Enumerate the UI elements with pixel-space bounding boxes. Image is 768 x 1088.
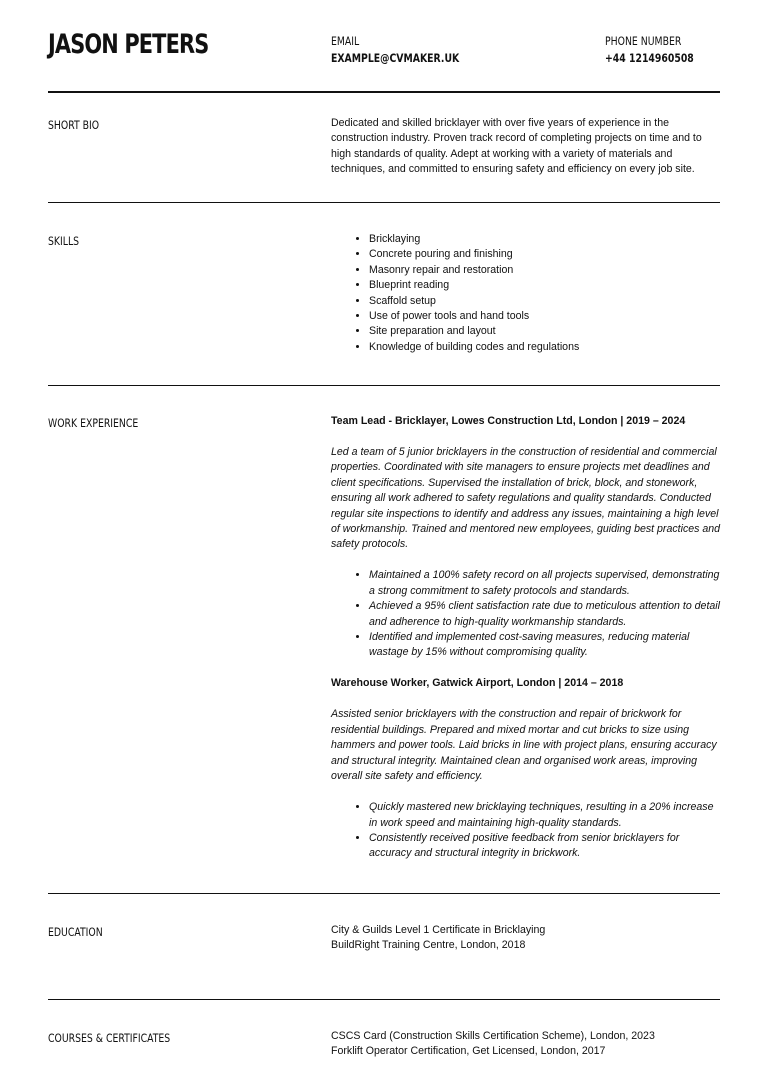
short-bio-section <box>48 93 720 203</box>
skill-item: • Concrete pouring and finishing <box>369 247 723 262</box>
phone-block <box>605 33 704 67</box>
course-item: CSCS Card (Construction Skills Certification Scheme), London, 2023 <box>331 1030 655 1042</box>
skill-item: • Masonry repair and restoration <box>369 263 723 278</box>
skill-item: • Use of power tools and hand tools <box>369 309 723 324</box>
courses-body <box>331 1029 723 1060</box>
skills-section <box>48 203 720 386</box>
email-value: EXAMPLE@CVMAKER.UK <box>331 51 460 65</box>
education-section <box>48 894 720 1000</box>
phone-label: PHONE NUMBER <box>605 34 682 48</box>
skills-list <box>331 232 723 355</box>
short-bio-body <box>331 116 723 178</box>
skill-item: • Bricklaying <box>369 232 723 247</box>
skills-body <box>331 232 723 355</box>
courses-title: COURSES & CERTIFICATES <box>48 1031 171 1045</box>
short-bio-title: SHORT BIO <box>48 118 100 132</box>
job-description: Assisted senior bricklayers with the construction and repair of brickwork for residential buildings. Prepared and mixed mortar and cut bricks to size using hammers and power tools. Laid bricks in line with project plans, ensuring accuracy and structural integrity. Maintained clean and organised work areas, improving overall site safety and efficiency. <box>331 708 717 783</box>
email-block <box>331 33 473 67</box>
achievement-item: • Quickly mastered new bricklaying techniques, resulting in a 20% increase in work speed and maintaining high-quality standards. <box>369 800 723 831</box>
work-experience-title: WORK EXPERIENCE <box>48 416 139 430</box>
job-achievements-list <box>331 568 723 660</box>
candidate-name: JASON PETERS <box>48 29 209 60</box>
resume-header <box>48 0 720 93</box>
education-body <box>331 923 723 954</box>
achievement-item: • Achieved a 95% client satisfaction rate due to meticulous attention to detail and adherence to high-quality workmanship standards. <box>369 599 723 630</box>
achievement-item: • Consistently received positive feedback from senior bricklayers for accuracy and structural integrity in brickwork. <box>369 831 723 862</box>
job-achievements-list <box>331 800 723 862</box>
job-description: Led a team of 5 junior bricklayers in the construction of residential and commercial properties. Coordinated with site managers to ensure projects met deadlines and client specifications. Supervised the installation of brick, block, and stonework, ensuring all work adhered to safety regulations and quality standards. Conducted regular site inspections to identify and address any issues, maintaining a high level of workmanship. Trained and mentored new employees, guiding best practices and safety protocols. <box>331 446 721 551</box>
course-item: Forklift Operator Certification, Get Licensed, London, 2017 <box>331 1045 606 1058</box>
skills-title: SKILLS <box>48 234 80 248</box>
job-title: Team Lead - Bricklayer, Lowes Construction Ltd, London | 2019 – 2024 <box>331 415 686 427</box>
courses-section <box>48 1000 720 1088</box>
achievement-item: • Maintained a 100% safety record on all projects supervised, demonstrating a strong commitment to safety protocols and standards. <box>369 568 723 599</box>
email-label: EMAIL <box>331 34 360 48</box>
work-experience-section <box>48 386 720 894</box>
achievement-item: • Identified and implemented cost-saving measures, reducing material wastage by 15% without compromising quality. <box>369 630 723 661</box>
education-title: EDUCATION <box>48 925 103 939</box>
skill-item: • Blueprint reading <box>369 278 723 293</box>
education-institution: BuildRight Training Centre, London, 2018 <box>331 939 526 952</box>
short-bio-text: Dedicated and skilled bricklayer with over five years of experience in the construction industry. Proven track record of completing projects on time and to high standards of quality. Adept at working with a variety of materials and techniques, and committed to ensuring safety and efficiency on every job site. <box>331 117 702 176</box>
skill-item: • Knowledge of building codes and regulations <box>369 340 723 355</box>
education-qualification: City & Guilds Level 1 Certificate in Bricklaying <box>331 924 546 936</box>
skill-item: • Scaffold setup <box>369 294 723 309</box>
phone-value: +44 1214960508 <box>605 51 694 65</box>
job-title: Warehouse Worker, Gatwick Airport, London | 2014 – 2018 <box>331 677 624 690</box>
work-experience-body <box>331 414 723 862</box>
resume-page <box>48 0 720 1088</box>
skill-item: • Site preparation and layout <box>369 324 723 339</box>
